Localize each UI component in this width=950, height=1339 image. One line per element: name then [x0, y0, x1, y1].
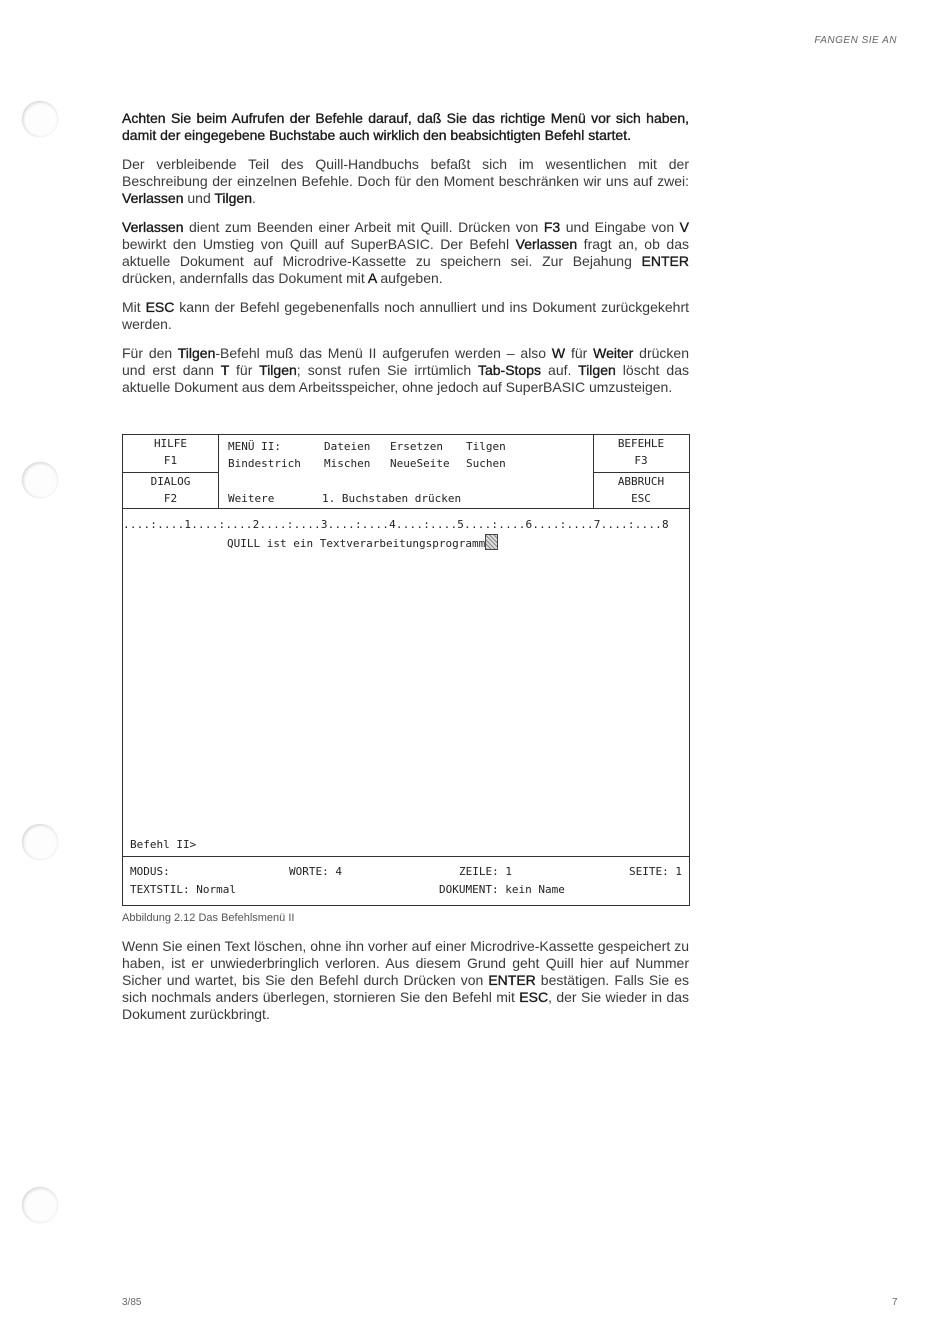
menu-item-suchen: Suchen	[466, 457, 506, 470]
quill-screen-figure	[122, 434, 690, 906]
punch-hole	[22, 462, 58, 498]
status-words: WORTE: 4	[289, 865, 342, 878]
commands-key: F3	[634, 454, 648, 467]
dialog-label: DIALOG	[150, 475, 191, 488]
status-mode: MODUS:	[130, 865, 170, 878]
menu-item-bindestrich: Bindestrich	[228, 457, 301, 470]
paragraph: Für den Tilgen-Befehl muß das Menü II aufgerufen werden – also W für Weiter drücken und erst dann T für Tilgen; sonst rufen Sie irrtümlich Tab-Stops auf. Tilgen löscht das aktuelle Dokument aus dem Arbeitsspeicher, ohne jedoch auf SuperBASIC umzusteigen.	[122, 345, 689, 395]
menu-item-neueseite: NeueSeite	[390, 457, 450, 470]
status-page: SEITE: 1	[629, 865, 682, 878]
footer-date: 3/85	[122, 1297, 142, 1308]
punch-hole	[22, 101, 58, 137]
page-number: 7	[892, 1297, 898, 1308]
ruler: ....:....1....:....2....:....3....:....4....:....5....:....6....:....7....:....8	[123, 518, 669, 531]
paragraph: Achten Sie beim Aufrufen der Befehle darauf, daß Sie das richtige Menü vor sich haben, damit der eingegebene Buchstabe auch wirklich den beabsichtigten Befehl startet.	[122, 110, 689, 143]
help-key: F1	[163, 454, 178, 467]
document-text-line: QUILL ist ein Textverarbeitungsprogramm	[227, 534, 498, 550]
status-document: DOKUMENT: kein Name	[439, 883, 565, 896]
commands-label: BEFEHLE	[617, 437, 665, 450]
menu-prompt-hint: 1. Buchstaben drücken	[322, 492, 462, 505]
body-text-bottom	[122, 938, 689, 1035]
status-text-style: TEXTSTIL: Normal	[130, 883, 236, 896]
paragraph: Verlassen dient zum Beenden einer Arbeit mit Quill. Drücken von F3 und Eingabe von V bewirkt den Umstieg von Quill auf SuperBASIC. Der Befehl Verlassen fragt an, ob das aktuelle Dokument auf Microdrive-Kassette zu speichern sei. Zur Bejahung ENTER drücken, andernfalls das Dokument mit A aufgeben.	[122, 219, 690, 286]
body-text-top	[122, 110, 689, 408]
help-label: HILFE	[153, 437, 188, 450]
dialog-key: F2	[163, 492, 178, 505]
text-cursor	[485, 534, 498, 550]
figure-caption: Abbildung 2.12 Das Befehlsmenü II	[122, 912, 295, 924]
running-header: FANGEN SIE AN	[814, 35, 897, 46]
abort-label: ABBRUCH	[617, 475, 665, 488]
status-line: ZEILE: 1	[459, 865, 512, 878]
punch-hole	[22, 824, 58, 860]
paragraph: Wenn Sie einen Text löschen, ohne ihn vorher auf einer Microdrive-Kassette gespeichert zu haben, ist er unwiederbringlich verloren. Aus diesem Grund geht Quill hier auf Nummer Sicher und wartet, bis Sie den Befehl durch Drücken von ENTER bestätigen. Falls Sie es sich nochmals anders überlegen, stornieren Sie den Befehl mit ESC, der Sie wieder in das Dokument zurückbringt.	[122, 938, 689, 1022]
punch-hole	[22, 1187, 58, 1223]
menu-title: MENÜ II:	[228, 440, 281, 453]
paragraph: Der verbleibende Teil des Quill-Handbuchs befaßt sich im wesentlichen mit der Beschreibung der einzelnen Befehle. Doch für den Moment beschränken wir uns auf zwei: Verlassen und Tilgen.	[122, 156, 689, 206]
menu-item-mischen: Mischen	[324, 457, 371, 470]
menu-item-tilgen: Tilgen	[466, 440, 506, 453]
menu-item-ersetzen: Ersetzen	[390, 440, 443, 453]
command-line: Befehl II>	[130, 838, 197, 851]
menu-item-dateien: Dateien	[324, 440, 371, 453]
abort-key: ESC	[631, 492, 651, 505]
paragraph: Mit ESC kann der Befehl gegebenenfalls noch annulliert und ins Dokument zurückgekehrt werden.	[122, 299, 689, 332]
menu-item-weitere: Weitere	[228, 492, 275, 505]
